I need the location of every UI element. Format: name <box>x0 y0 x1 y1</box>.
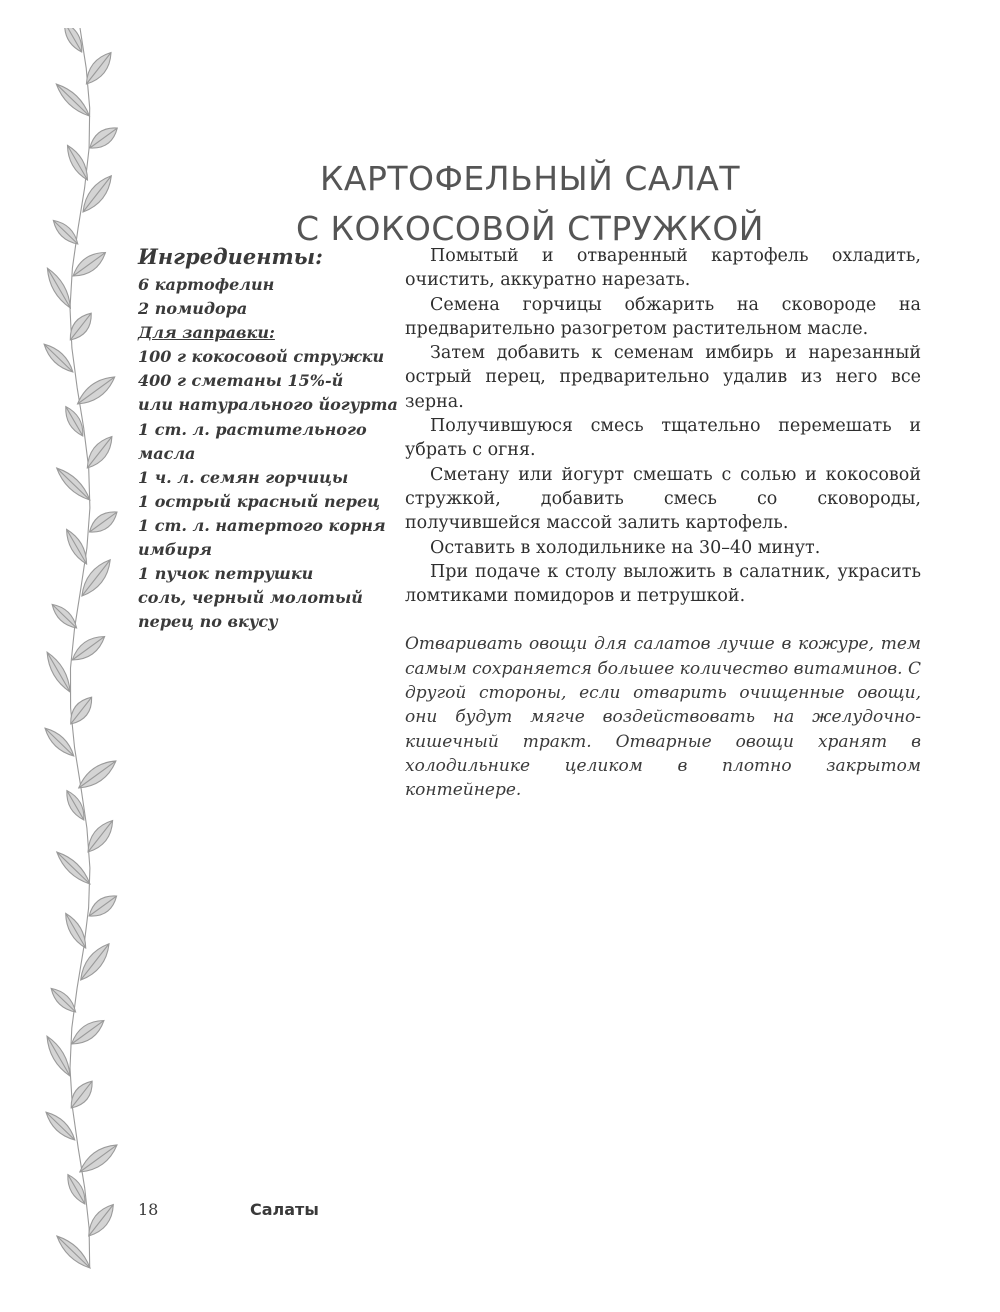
leaf-shape <box>50 216 82 248</box>
dressing-item: масла <box>138 443 196 463</box>
dressing-item: 1 ч. л. семян горчицы <box>138 467 349 487</box>
leaf-shape <box>43 265 76 310</box>
leaf-shape <box>73 371 118 409</box>
leaf-shape <box>67 1015 108 1050</box>
leaf-shape <box>65 309 97 344</box>
page-number: 18 <box>138 1200 159 1219</box>
method-step: Получившуюся смесь тщательно перемешать и убрать с огня. <box>405 416 921 461</box>
tip-note: Отваривать овощи для салатов лучше в кожуре, тем самым сохраняется большее количество витаминов. С другой стороны, если отварить очищенные овощи, они будут мягче воздействовать на желудочно-кишечный тракт. Отварные овощи хранят в холодильнике целиком в плотно закрытом контейнере. <box>405 634 921 801</box>
method-step: Оставить в холодильнике на 30–40 минут. <box>430 537 821 558</box>
leaf-shape <box>65 693 97 728</box>
leaf-shape <box>48 600 80 632</box>
leaf-shape <box>85 506 121 537</box>
dressing-item: 400 г сметаны 15%-й <box>138 371 344 391</box>
dressing-item: 1 пучок петрушки <box>138 564 314 584</box>
ingredient-item: 6 картофелин <box>138 275 275 294</box>
dressing-item: или натурального йогурта <box>138 395 398 415</box>
dressing-heading: Для заправки: <box>138 323 275 343</box>
dressing-item: соль, черный молотый <box>138 588 363 608</box>
leaf-border-illustration <box>30 28 130 1278</box>
leaf-shape <box>85 890 121 921</box>
ingredients-heading: Ингредиенты: <box>138 244 323 269</box>
leaf-shape <box>52 80 93 120</box>
leaf-shape <box>53 1232 94 1272</box>
leaf-shape <box>86 122 122 153</box>
dressing-item: 1 ст. л. натертого корня <box>138 515 386 535</box>
dressing-item: имбиря <box>138 540 212 560</box>
dressing-item: 1 ст. л. растительного <box>138 419 367 439</box>
recipe-title <box>230 154 830 254</box>
dressing-item: 1 острый красный перец <box>138 491 381 511</box>
method-step: Помытый и отваренный картофель охладить, очистить, аккуратно нарезать. <box>405 246 921 291</box>
leaf-shape <box>47 984 79 1016</box>
leaf-shape <box>42 1033 75 1078</box>
dressing-item: перец по вкусу <box>138 612 278 632</box>
leaf-shape <box>53 848 94 888</box>
leaf-shape <box>53 464 94 504</box>
page-footer <box>138 1200 538 1224</box>
method-step: Сметану или йогурт смешать с солью и кокосовой стружкой, добавить смесь со сковороды, получившейся массой залить картофель. <box>405 464 921 534</box>
dressing-item: 100 г кокосовой стружки <box>138 347 385 367</box>
section-name: Салаты <box>250 1200 319 1219</box>
leaf-shape <box>41 724 77 760</box>
ingredient-item: 2 помидора <box>138 299 248 319</box>
method-step: При подаче к столу выложить в салатник, украсить ломтиками помидоров и петрушкой. <box>405 561 921 607</box>
method-step: Затем добавить к семенам имбирь и нарезанный острый перец, предварительно удалив из него все зерна. <box>405 343 921 412</box>
recipe-title-line-1: КАРТОФЕЛЬНЫЙ САЛАТ <box>319 159 741 199</box>
leaf-shape <box>62 788 89 823</box>
method-text <box>405 244 921 803</box>
ingredients-list <box>138 243 398 634</box>
method-step: Семена горчицы обжарить на сковороде на предварительно разогретом растительном масле. <box>405 294 921 339</box>
leaf-shape <box>76 1139 121 1177</box>
leaf-shape <box>75 755 120 793</box>
leaf-shape <box>61 404 88 439</box>
recipe-title-line-2: С КОКОСОВОЙ СТРУЖКОЙ <box>296 209 764 249</box>
